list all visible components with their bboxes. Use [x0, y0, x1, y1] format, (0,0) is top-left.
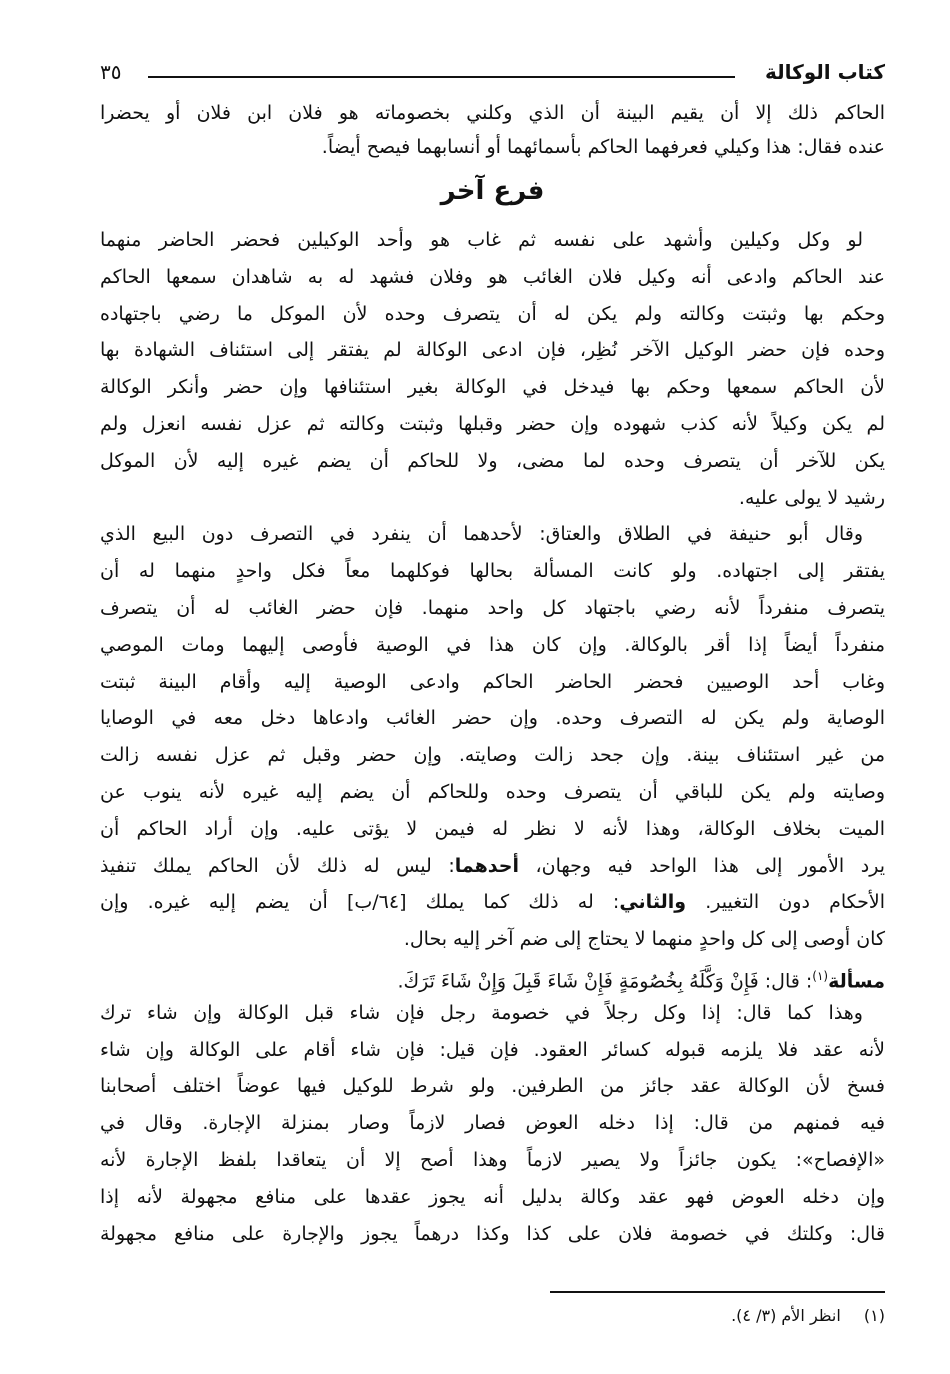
- text-segment: : ليس له ذلك لأن الحاكم يملك تنفيذ: [100, 854, 455, 877]
- text-line: «الإفصاح»: يكون جائزاً ولا يصير لازماً وهذا أصح إلا أن يتعاقدا بلفظ الإجارة لأنه: [100, 1148, 885, 1171]
- text-line: لأنه عقد فلا يلزمه قبوله كسائر العقود. فإن قيل: فإن شاء أقام على الوكالة وإن شاء: [100, 1038, 885, 1061]
- text-line: يتصرف منفرداً لأنه رضي باجتهاد كل واحد منهما. فإن حضر الغائب له أن يتصرف: [100, 596, 885, 619]
- text-segment: : له ذلك كما يملك [٦٤/ب] أن يضم إليه غيره. وإن: [100, 891, 620, 914]
- footnote: [731, 1306, 885, 1325]
- text-line: يفتقر إلى اجتهاده. ولو كانت المسألة بحالها فوكلهما معاً فكل واحدٍ منهما له أن: [100, 560, 885, 583]
- text-line: الوصاية ولم يكن له التصرف وحده. وإن حضر الغائب وادعاها دخل معه في الوصايا: [100, 707, 885, 730]
- section-heading: فرع آخر: [440, 176, 545, 206]
- header-rule: [148, 76, 735, 78]
- text-line: منفرداً أيضاً إذا أقر بالوكالة. وإن كان هذا في الوصية فأوصى إليهما ومات الموصي: [100, 633, 885, 656]
- text-line: لأن الحاكم سمعها وحكم بها فيدخل في الوكالة بغير استئنافها وإن حضر وأنكر الوكالة: [100, 376, 885, 399]
- text-line: [100, 958, 885, 995]
- bold-term: أحدهما: [454, 854, 519, 877]
- text-line: وحده فإن حضر الوكيل الآخر نُظِر، فإن ادعى الوكالة لم يفتقر إلى استئناف الشهادة بها: [100, 339, 885, 362]
- text-line: [100, 884, 885, 921]
- page-number: ٣٥: [100, 60, 122, 84]
- book-title: كتاب الوكالة: [764, 60, 885, 84]
- bold-term: مسألة: [828, 970, 885, 993]
- text-line: وغاب أحد الوصيين فحضر الحاضر الحاكم وادعى الوصية إليه وأقام البينة ثبتت: [100, 670, 885, 693]
- text-line: عند الحاكم وادعى أنه وكيل فلان الغائب هو وفلان فشهد له به شاهدان سمعها الحاكم: [100, 265, 885, 288]
- footnote-ref: (١): [812, 968, 829, 983]
- text-segment: يرد الأمور إلى هذا الواحد فيه وجهان،: [519, 854, 885, 877]
- text-line: وقال أبو حنيفة في الطلاق والعتاق: لأحدهما أن ينفرد في التصرف دون البيع الذي: [100, 523, 863, 546]
- text-line: لم يكن وكيلاً لأنه كذب شهوده وإن حضر وقبلها وثبتت وكالته ثم عزل نفسه انعزل ولم: [100, 412, 885, 435]
- footnote-number: (١): [863, 1306, 885, 1325]
- text-line: [100, 848, 885, 885]
- text-line: فيه فمنهم من قال: إذا دخله العوض فصار لازماً وصار بمنزلة الإجارة. وقال في: [100, 1112, 885, 1135]
- text-line: الميت بخلاف الوكالة، وهذا لأنه لا نظر له فيمن لا يؤتى عليه. وإن أراد الحاكم أن: [100, 817, 885, 840]
- footnote-rule: [550, 1291, 885, 1293]
- text-line: وصايته ولم يكن للباقي أن يتصرف وحده وللحاكم أن يضم إليه غيره لأنه ينوب عن: [100, 780, 885, 803]
- text-line: يكن للآخر أن يتصرف وحده لما مضى، ولا للحاكم أن يضم غيره إليه لأن الموكل: [100, 449, 885, 472]
- text-line: رشيد لا يولى عليه.: [738, 486, 885, 509]
- body-text: [100, 222, 885, 1252]
- text-line: كان أوصى إلى كل واحدٍ منهما لا يحتاج إلى ضم آخر إليه بحال.: [403, 928, 885, 951]
- text-line: وحكم بها وثبتت وكالته ولم يكن له أن يتصرف وحده لأن الموكل ما رضي باجتهاده: [100, 302, 885, 325]
- text-line: لو وكل وكيلين وأشهد على نفسه ثم غاب هو وأحد الوكيلين فحضر الحاضر منهما: [100, 229, 863, 251]
- intro-paragraph: [100, 96, 885, 164]
- text-line: قال: وكلتك في خصومة فلان على كذا وكذا درهماً يجوز والإجارة على منافع مجهولة: [100, 1222, 885, 1245]
- text-line: فسخ لأن الوكالة عقد جائز من الطرفين. ولو شرط للوكيل فيها عوضاً اختلف أصحابنا: [100, 1075, 885, 1098]
- text-segment: الأحكام دون التغيير.: [686, 891, 885, 914]
- text-line: عنده فقال: هذا وكيلي فعرفهما الحاكم بأسمائهما أو أنسابهما فيصح أيضاً.: [321, 136, 885, 158]
- text-line: الحاكم ذلك إلا أن يقيم البينة أن الذي وكلني بخصوماته هو فلان ابن فلان أو يحضرا: [100, 102, 885, 124]
- text-line: وهذا كما قال: إذا وكل رجلاً في خصومة رجل فإن شاء قبل الوكالة وإن شاء ترك: [100, 1001, 863, 1024]
- text-line: وإن دخله العوض فهو عقد وكالة بدليل أنه يجوز عقدها على منافع مجهولة لأنه إذا: [100, 1185, 885, 1208]
- running-header: [100, 58, 885, 94]
- bold-term: والثاني: [619, 891, 687, 914]
- footnote-text: انظر الأم (٣/ ٤).: [731, 1306, 841, 1325]
- text-line: من غير استئناف بينة. وإن جحد زالت وصايته. وإن حضر وقبل ثم عزل نفسه زالت: [100, 744, 885, 767]
- text-segment: : قال: فَإِنْ وَكَّلَهُ بِخُصُومَةٍ فَإِنْ شَاءَ قَبِلَ وَإِنْ شَاءَ تَرَكَ.: [397, 970, 813, 993]
